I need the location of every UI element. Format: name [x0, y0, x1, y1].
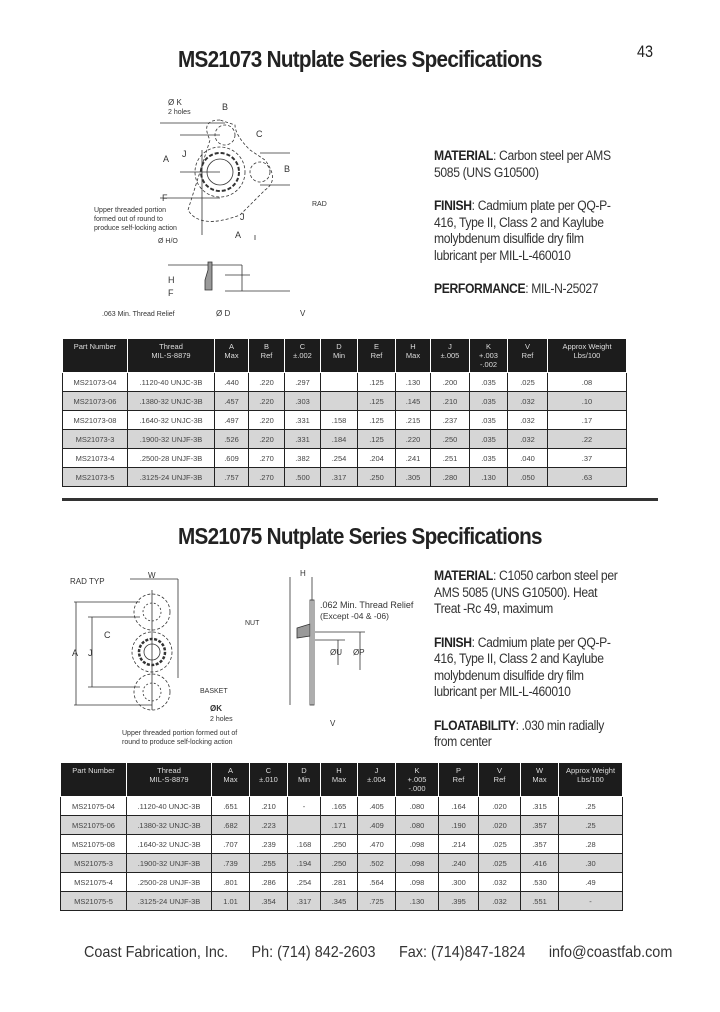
column-header: W Max	[521, 763, 559, 797]
note-line2: formed out of round to	[94, 216, 163, 223]
page-number: 43	[637, 42, 654, 61]
table-row	[63, 411, 627, 430]
table-cell: .098	[396, 835, 439, 854]
table-cell: .035	[470, 411, 508, 430]
table-cell: .357	[521, 835, 559, 854]
table-cell	[321, 392, 358, 411]
table-cell: .1380-32 UNJC-3B	[127, 816, 212, 835]
table-cell: .30	[559, 854, 623, 873]
label-k: ØK	[210, 704, 222, 713]
table-cell: MS21075-06	[61, 816, 127, 835]
table-cell	[288, 816, 321, 835]
table-cell: .739	[212, 854, 250, 873]
column-header: H Max	[321, 763, 358, 797]
table-cell: .032	[508, 392, 548, 411]
finish-label: FINISH	[434, 634, 472, 650]
ms21075-diagram	[60, 560, 430, 755]
table-cell: MS21075-4	[61, 873, 127, 892]
label-h: H	[300, 569, 306, 578]
table-cell: .1640-32 UNJC-3B	[128, 411, 215, 430]
table-cell: .382	[285, 449, 321, 468]
label-thread-except: (Except -04 & -06)	[320, 611, 389, 621]
table-cell: .250	[321, 854, 358, 873]
table-cell: .220	[249, 392, 285, 411]
table-cell: .63	[548, 468, 627, 487]
table-cell: .502	[358, 854, 396, 873]
table-cell: .651	[212, 797, 250, 816]
ms21073-diagram	[60, 90, 360, 330]
label-b: B	[222, 102, 229, 112]
label-k: Ø K	[168, 98, 182, 107]
column-header: C ±.010	[250, 763, 288, 797]
column-header: C ±.002	[285, 339, 321, 373]
table-cell: .190	[439, 816, 479, 835]
table-cell: .020	[479, 797, 521, 816]
table-cell: .405	[358, 797, 396, 816]
table-cell: -	[288, 797, 321, 816]
table-row	[61, 854, 623, 873]
column-header: J ±.005	[431, 339, 470, 373]
table-cell: .214	[439, 835, 479, 854]
column-header: A Max	[212, 763, 250, 797]
table-cell: MS21073-3	[63, 430, 128, 449]
table-cell: .22	[548, 430, 627, 449]
table-cell: .315	[521, 797, 559, 816]
table-cell: .035	[470, 373, 508, 392]
note-line1: Upper threaded portion formed out of	[122, 730, 238, 737]
table-cell: .281	[321, 873, 358, 892]
finish-text: : Cadmium plate per QQ-P-416, Type II, Class 2 and Kaylube molybdenum disulfide dry film lubricant per MIL-L-460010	[434, 198, 611, 263]
table-cell: -	[559, 892, 623, 911]
table-cell: .220	[249, 430, 285, 449]
table-cell: .032	[479, 892, 521, 911]
table-cell: .564	[358, 873, 396, 892]
label-j2: J	[240, 212, 245, 222]
table-cell: .497	[215, 411, 249, 430]
section-divider	[62, 498, 658, 501]
label-rad-typ: RAD TYP	[70, 577, 105, 586]
table-cell: .1120-40 UNJC-3B	[127, 797, 212, 816]
table-cell: .270	[249, 449, 285, 468]
column-header: A Max	[215, 339, 249, 373]
column-header: P Ref	[439, 763, 479, 797]
table-cell: .130	[396, 373, 431, 392]
table-cell: MS21075-3	[61, 854, 127, 873]
label-c: C	[256, 129, 263, 139]
table-row	[61, 835, 623, 854]
label-d: Ø D	[216, 309, 231, 318]
table-cell: .303	[285, 392, 321, 411]
table-row	[63, 449, 627, 468]
table-row	[63, 373, 627, 392]
table-cell: .28	[559, 835, 623, 854]
note-line1: Upper threaded portion	[94, 207, 166, 214]
performance-text: : MIL-N-25027	[525, 281, 599, 296]
table-cell: .223	[250, 816, 288, 835]
floatability-text: : .030 min radially from center	[434, 717, 605, 749]
column-header: Part Number	[61, 763, 127, 797]
table-cell: .080	[396, 816, 439, 835]
table-cell: .757	[215, 468, 249, 487]
table-cell: .25	[559, 816, 623, 835]
section1-specs	[434, 148, 628, 315]
table-row	[61, 892, 623, 911]
table-cell: .1120-40 UNJC-3B	[128, 373, 215, 392]
table-cell: .130	[396, 892, 439, 911]
table-cell: .801	[212, 873, 250, 892]
email-link[interactable]: info@coastfab.com	[548, 944, 673, 961]
table-cell: .165	[321, 797, 358, 816]
table-cell: .354	[250, 892, 288, 911]
column-header: H Max	[396, 339, 431, 373]
column-header: D Min	[321, 339, 358, 373]
label-w: W	[148, 571, 156, 580]
table-cell: .098	[396, 873, 439, 892]
table-cell: .2500-28 UNJF-3B	[127, 873, 212, 892]
table-cell: .125	[358, 373, 396, 392]
floatability-label: FLOATABILITY	[434, 717, 516, 733]
table-cell: .317	[288, 892, 321, 911]
label-b2: B	[284, 164, 291, 174]
table-cell: .37	[548, 449, 627, 468]
column-header: K +.005 -.000	[396, 763, 439, 797]
label-rad: RAD	[312, 201, 327, 208]
table-cell: .10	[548, 392, 627, 411]
table-cell: MS21073-06	[63, 392, 128, 411]
table-row	[63, 392, 627, 411]
table-cell: .240	[439, 854, 479, 873]
label-j: J	[182, 149, 187, 159]
label-f2: F	[168, 288, 174, 298]
table-cell: .250	[358, 468, 396, 487]
table-cell	[321, 373, 358, 392]
table-cell: .300	[439, 873, 479, 892]
table-cell: .164	[439, 797, 479, 816]
table-cell: .158	[321, 411, 358, 430]
table-cell: .297	[285, 373, 321, 392]
column-header: V Ref	[508, 339, 548, 373]
column-header: Part Number	[63, 339, 128, 373]
performance-label: PERFORMANCE	[434, 281, 526, 296]
table-cell: .035	[470, 449, 508, 468]
table-header-row	[63, 339, 627, 373]
table-cell: .210	[250, 797, 288, 816]
table-cell: .145	[396, 392, 431, 411]
table-cell: .040	[508, 449, 548, 468]
table-cell: .286	[250, 873, 288, 892]
table-cell: .725	[358, 892, 396, 911]
table-cell: .551	[521, 892, 559, 911]
table-row	[61, 873, 623, 892]
table-cell: .220	[249, 411, 285, 430]
table-cell: .254	[288, 873, 321, 892]
section1-title: MS21073 Nutplate Series Specifications	[178, 46, 542, 72]
table-cell: .345	[321, 892, 358, 911]
table-cell: .305	[396, 468, 431, 487]
table-cell: .3125-24 UNJF-3B	[127, 892, 212, 911]
table-cell: .130	[470, 468, 508, 487]
table-cell: .204	[358, 449, 396, 468]
column-header: J ±.004	[358, 763, 396, 797]
table-cell: .357	[521, 816, 559, 835]
table-cell: .254	[321, 449, 358, 468]
table-cell: .220	[249, 373, 285, 392]
table-row	[61, 797, 623, 816]
label-k-holes: 2 holes	[168, 109, 191, 116]
table-cell: .020	[479, 816, 521, 835]
column-header: B Ref	[249, 339, 285, 373]
table-cell: .1900-32 UNJF-3B	[128, 430, 215, 449]
table-cell: .032	[479, 873, 521, 892]
material-label: MATERIAL	[434, 568, 493, 583]
material-label: MATERIAL	[434, 148, 493, 163]
note-line2: round to produce self-locking action	[122, 739, 233, 746]
column-header: E Ref	[358, 339, 396, 373]
table-cell: .395	[439, 892, 479, 911]
label-v: V	[330, 719, 336, 728]
table-cell: 1.01	[212, 892, 250, 911]
label-h: H	[168, 275, 175, 285]
table-cell: .255	[250, 854, 288, 873]
table-cell: .025	[508, 373, 548, 392]
column-header: Approx Weight Lbs/100	[559, 763, 623, 797]
table-cell: .2500-28 UNJF-3B	[128, 449, 215, 468]
table-cell: .682	[212, 816, 250, 835]
table-cell: .251	[431, 449, 470, 468]
phone: Ph: (714) 842-2603	[251, 944, 376, 961]
label-a2: A	[235, 230, 242, 240]
column-header: Thread MIL-S-8879	[127, 763, 212, 797]
section2-specs	[434, 568, 623, 768]
column-header: K +.003 -.002	[470, 339, 508, 373]
table-cell: .215	[396, 411, 431, 430]
table-cell: .270	[249, 468, 285, 487]
table-cell: MS21073-5	[63, 468, 128, 487]
table-cell: .080	[396, 797, 439, 816]
table-cell: .194	[288, 854, 321, 873]
table-cell: MS21075-5	[61, 892, 127, 911]
label-fhole: Ø H/O	[158, 238, 178, 245]
table-cell: MS21073-04	[63, 373, 128, 392]
table-cell: .220	[396, 430, 431, 449]
ms21075-spec-table	[60, 763, 623, 911]
label-v: V	[300, 309, 306, 318]
table-header-row	[61, 763, 623, 797]
table-cell: .125	[358, 392, 396, 411]
table-cell: MS21073-08	[63, 411, 128, 430]
table-cell: .210	[431, 392, 470, 411]
label-du: ØU	[330, 648, 342, 657]
table-row	[61, 816, 623, 835]
table-cell: .331	[285, 411, 321, 430]
column-header: D Min	[288, 763, 321, 797]
table-cell: .250	[321, 835, 358, 854]
table-cell: .184	[321, 430, 358, 449]
table-cell: .1900-32 UNJF-3B	[127, 854, 212, 873]
table-cell: .032	[508, 430, 548, 449]
table-row	[63, 430, 627, 449]
label-a: A	[72, 648, 79, 658]
table-cell: .171	[321, 816, 358, 835]
table-row	[63, 468, 627, 487]
table-cell: .609	[215, 449, 249, 468]
material-text: : C1050 carbon steel per AMS 5085 (UNS G10500). Heat Treat -Rc 49, maximum	[434, 568, 618, 616]
fax: Fax: (714)847-1824	[398, 944, 526, 961]
company-name: Coast Fabrication, Inc.	[84, 944, 229, 961]
table-cell: .3125-24 UNJF-3B	[128, 468, 215, 487]
table-cell: .08	[548, 373, 627, 392]
table-cell: MS21075-04	[61, 797, 127, 816]
table-cell: .440	[215, 373, 249, 392]
label-k-holes: 2 holes	[210, 716, 233, 723]
finish-text: : Cadmium plate per QQ-P-416, Type II, Class 2 and Kaylube molybdenum disulfide dry film lubricant per MIL-L-460010	[434, 634, 611, 699]
label-basket: BASKET	[200, 688, 228, 695]
table-cell: .098	[396, 854, 439, 873]
table-cell: .250	[431, 430, 470, 449]
table-cell: .416	[521, 854, 559, 873]
table-cell: .1640-32 UNJC-3B	[127, 835, 212, 854]
label-c: C	[104, 630, 111, 640]
label-a: A	[163, 154, 170, 164]
note-line3: produce self-locking action	[94, 225, 177, 232]
ms21073-spec-table	[62, 339, 627, 487]
section2-title: MS21075 Nutplate Series Specifications	[178, 523, 542, 549]
table-cell: .125	[358, 411, 396, 430]
label-nut: NUT	[245, 620, 260, 627]
table-cell: .530	[521, 873, 559, 892]
column-header: V Ref	[479, 763, 521, 797]
footer	[84, 944, 673, 962]
table-cell: .239	[250, 835, 288, 854]
finish-label: FINISH	[434, 198, 472, 213]
label-thread-relief: .062 Min. Thread Relief	[320, 600, 414, 610]
table-cell: .409	[358, 816, 396, 835]
table-cell: .526	[215, 430, 249, 449]
column-header: Approx Weight Lbs/100	[548, 339, 627, 373]
table-cell: .032	[508, 411, 548, 430]
table-cell: .168	[288, 835, 321, 854]
table-cell: .280	[431, 468, 470, 487]
label-j: J	[88, 648, 93, 658]
table-cell: .241	[396, 449, 431, 468]
table-cell: .1380-32 UNJC-3B	[128, 392, 215, 411]
table-cell: .035	[470, 430, 508, 449]
table-cell: .200	[431, 373, 470, 392]
table-cell: .035	[470, 392, 508, 411]
table-cell: .050	[508, 468, 548, 487]
table-cell: .25	[559, 797, 623, 816]
table-cell: .237	[431, 411, 470, 430]
table-cell: .470	[358, 835, 396, 854]
table-cell: .317	[321, 468, 358, 487]
table-cell: .331	[285, 430, 321, 449]
table-cell: .025	[479, 854, 521, 873]
table-cell: MS21075-08	[61, 835, 127, 854]
table-cell: .49	[559, 873, 623, 892]
table-cell: MS21073-4	[63, 449, 128, 468]
column-header: Thread MIL-S-8879	[128, 339, 215, 373]
material-text: : Carbon steel per AMS 5085 (UNS G10500)	[434, 148, 611, 180]
label-f: F	[162, 193, 168, 203]
table-cell: .707	[212, 835, 250, 854]
label-thread-relief: .063 Min. Thread Relief	[102, 311, 175, 318]
table-cell: .025	[479, 835, 521, 854]
label-dp: ØP	[353, 648, 365, 657]
table-cell: .457	[215, 392, 249, 411]
table-cell: .17	[548, 411, 627, 430]
table-cell: .125	[358, 430, 396, 449]
table-cell: .500	[285, 468, 321, 487]
